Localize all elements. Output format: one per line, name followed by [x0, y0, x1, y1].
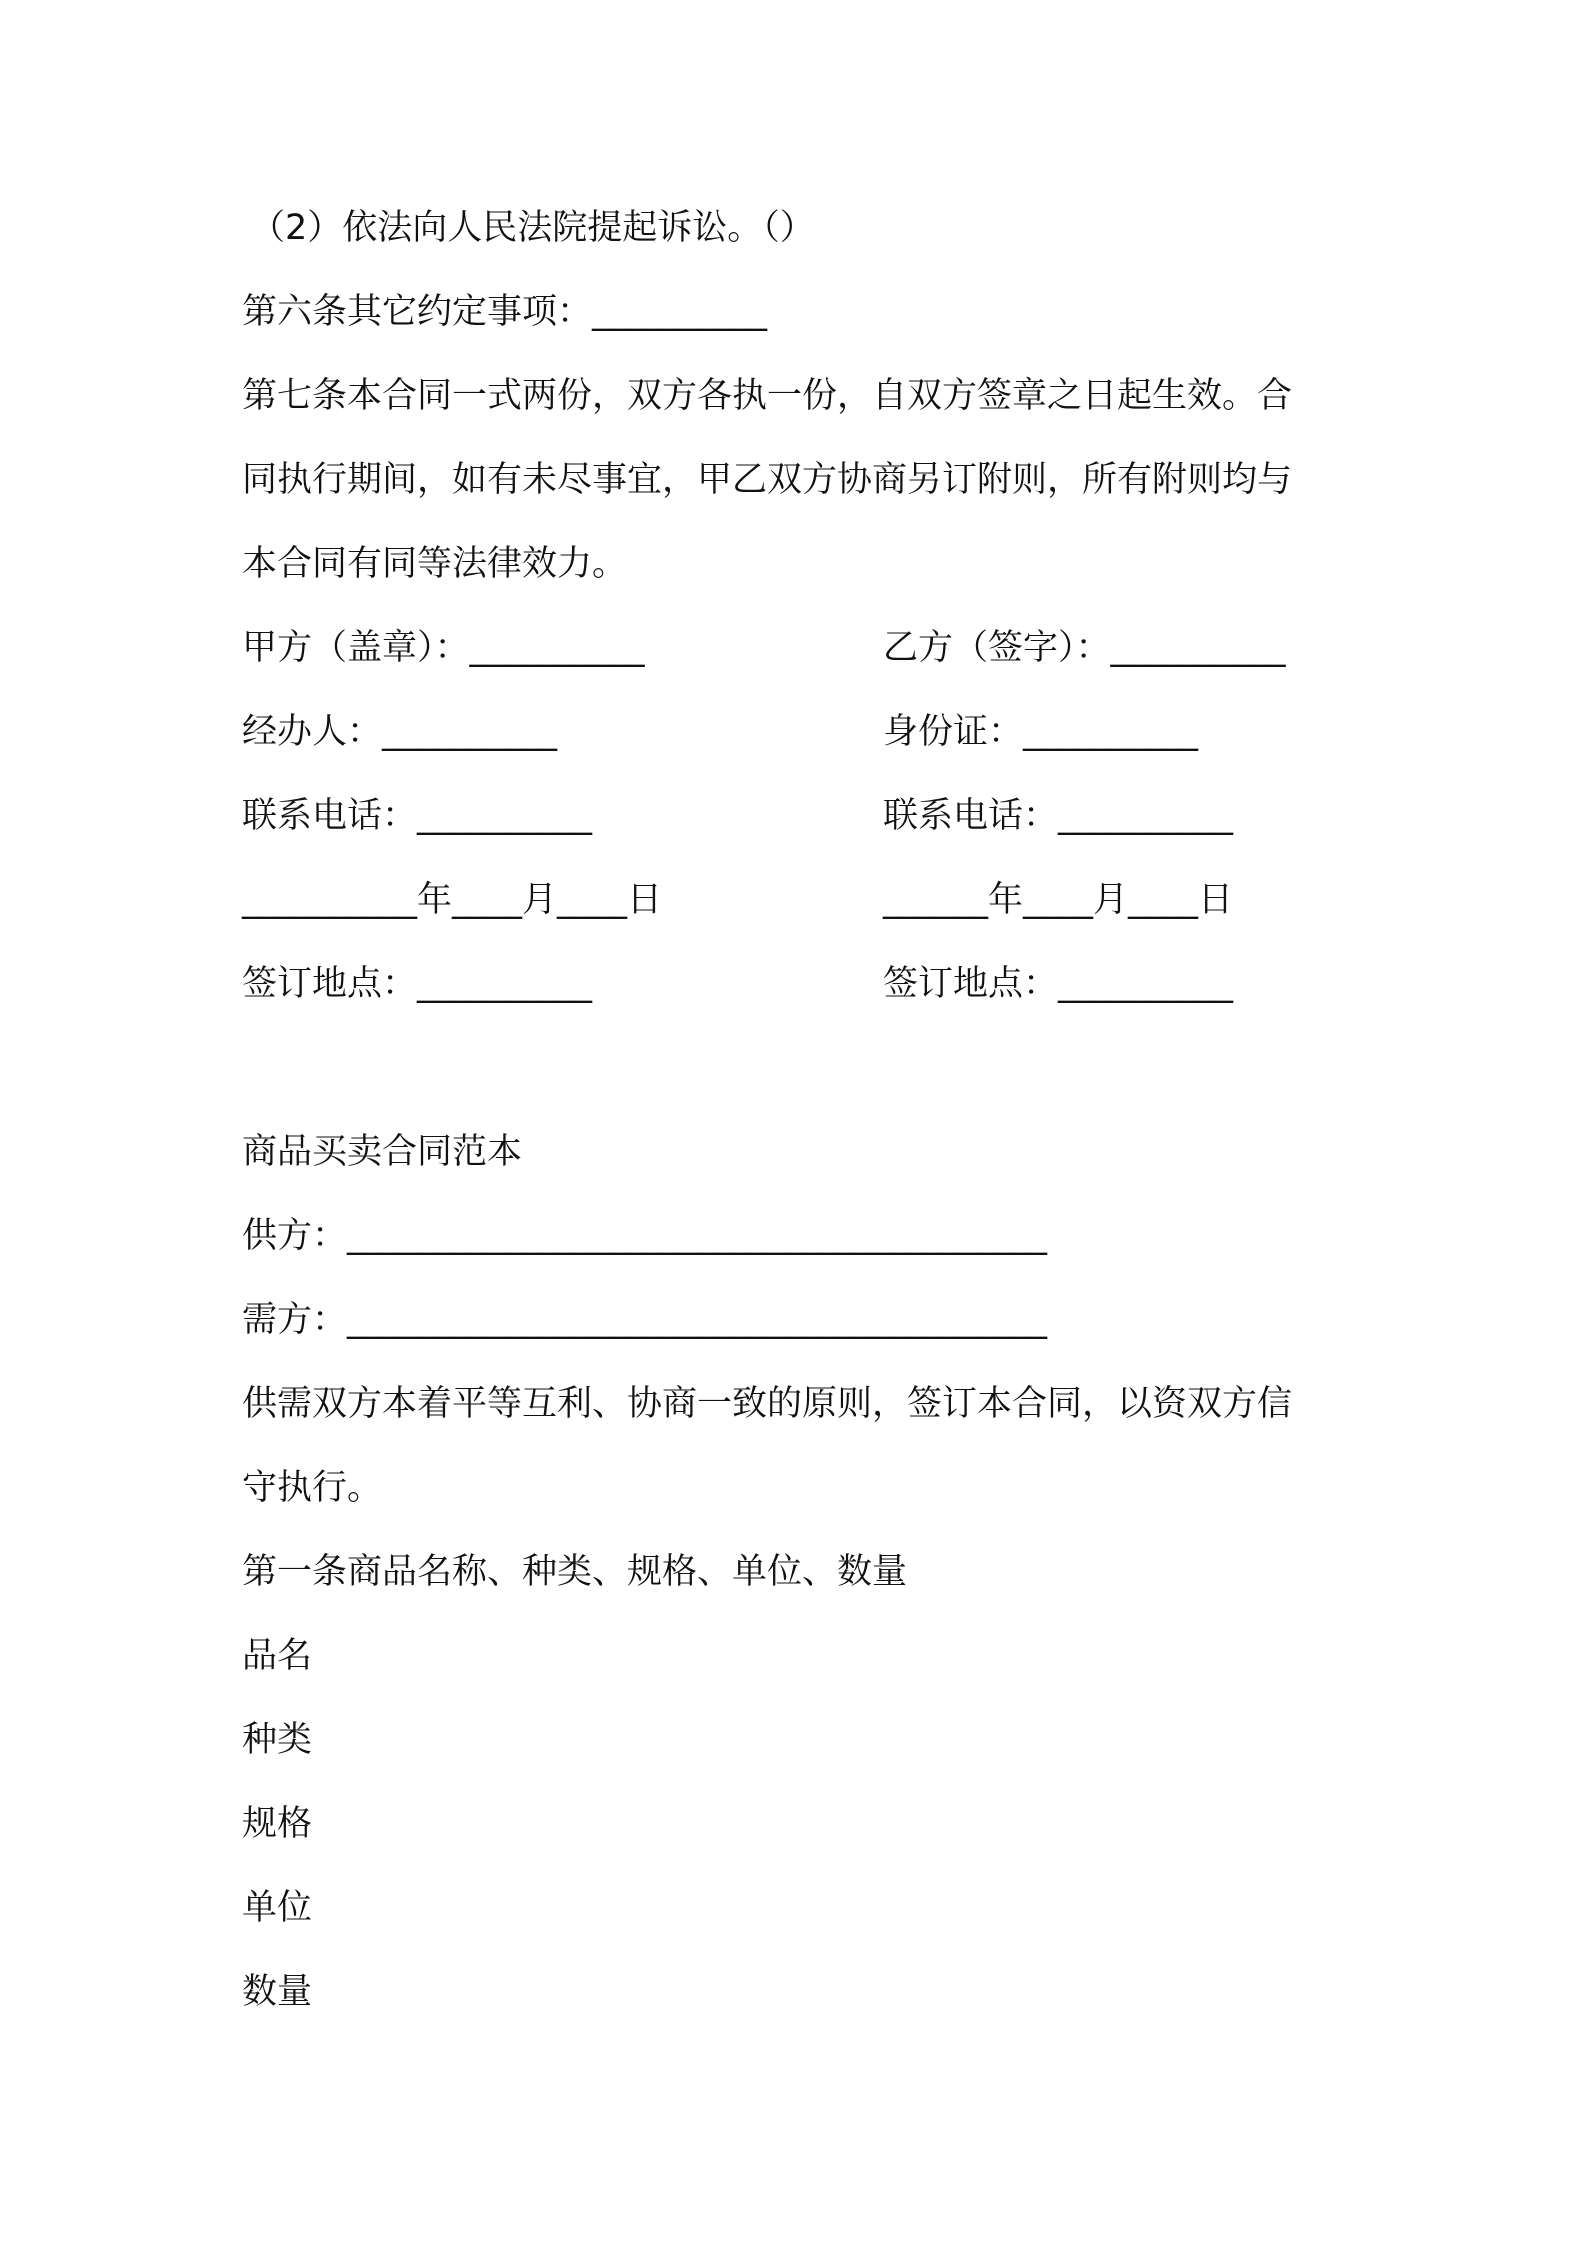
intro-line-1: 供需双方本着平等互利、协商一致的原则，签订本合同，以资双方信 [242, 1384, 1293, 1424]
field-unit: 单位 [242, 1888, 313, 1928]
article-7-line-1: 第七条本合同一式两份，双方各执一份，自双方签章之日起生效。合 [242, 376, 1293, 416]
party-a-date: __________年____月____日 [242, 880, 663, 920]
intro-line-2: 守执行。 [242, 1468, 383, 1508]
field-quantity: 数量 [242, 1972, 313, 2012]
party-b-date: ______年____月____日 [883, 880, 1234, 920]
party-b-id-card: 身份证：__________ [883, 712, 1199, 752]
party-a-place: 签订地点：__________ [242, 964, 593, 1004]
clause-item-2: （2）依法向人民法院提起诉讼。（） [250, 208, 815, 248]
contract-title: 商品买卖合同范本 [242, 1132, 523, 1172]
party-a-phone: 联系电话：__________ [242, 796, 593, 836]
party-b-place: 签订地点：__________ [883, 964, 1234, 1004]
article-6: 第六条其它约定事项：__________ [242, 292, 768, 332]
supplier-field: 供方：________________________________________ [242, 1216, 1048, 1256]
buyer-field: 需方：________________________________________ [242, 1300, 1048, 1340]
article-7-line-3: 本合同有同等法律效力。 [242, 544, 628, 584]
party-b-sign: 乙方（签字）：__________ [883, 628, 1286, 668]
field-product-name: 品名 [242, 1636, 313, 1676]
party-a-seal: 甲方（盖章）：__________ [242, 628, 645, 668]
field-category: 种类 [242, 1720, 313, 1760]
article-1-heading: 第一条商品名称、种类、规格、单位、数量 [242, 1552, 908, 1592]
field-specification: 规格 [242, 1804, 313, 1844]
party-a-agent: 经办人：__________ [242, 712, 558, 752]
party-b-phone: 联系电话：__________ [883, 796, 1234, 836]
article-7-line-2: 同执行期间，如有未尽事宜，甲乙双方协商另订附则，所有附则均与 [242, 460, 1293, 500]
